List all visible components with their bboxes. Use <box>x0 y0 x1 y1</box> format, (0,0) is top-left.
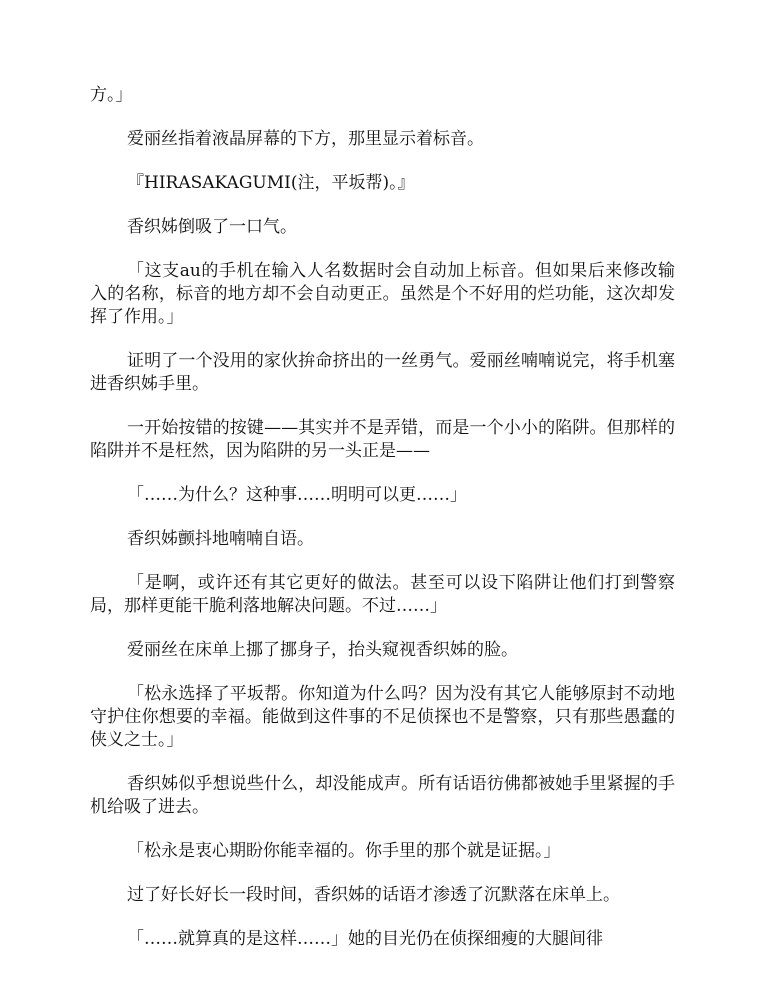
paragraph-10: 「是啊，或许还有其它更好的做法。甚至可以设下陷阱让他们打到警察局，那样更能干脆利落地解决问题。不过……」 <box>90 573 675 616</box>
paragraph-7: 一开始按错的按键——其实并不是弄错，而是一个小小的陷阱。但那样的陷阱并不是枉然，因为陷阱的另一头正是—— <box>90 418 675 461</box>
paragraph-16: 「……就算真的是这样……」她的目光仍在侦探细瘦的大腿间徘 <box>127 929 603 949</box>
paragraph-2: 爱丽丝指着液晶屏幕的下方，那里显示着标音。 <box>127 129 484 149</box>
paragraph-14: 「松永是衷心期盼你能幸福的。你手里的那个就是证据。」 <box>127 841 561 861</box>
paragraph-15: 过了好长好长一段时间，香织姊的话语才渗透了沉默落在床单上。 <box>127 885 620 905</box>
paragraph-9: 香织姊颤抖地喃喃自语。 <box>127 529 314 549</box>
book-page <box>90 84 675 951</box>
paragraph-1: 方。」 <box>90 85 133 105</box>
paragraph-11: 爱丽丝在床单上挪了挪身子，抬头窥视香织姊的脸。 <box>127 640 518 660</box>
paragraph-12: 「松永选择了平坂帮。你知道为什么吗？因为没有其它人能够原封不动地守护住你想要的幸福。能做到这件事的不足侦探也不是警察，只有那些愚蠢的侠义之士。」 <box>90 684 675 750</box>
paragraph-5: 「这支au的手机在输入人名数据时会自动加上标音。但如果后来修改输入的名称，标音的地方却不会自动更正。虽然是个不好用的烂功能，这次却发挥了作用。」 <box>90 261 675 327</box>
paragraph-3: 『HIRASAKAGUMI(注，平坂帮)。』 <box>127 173 415 193</box>
paragraph-4: 香织姊倒吸了一口气。 <box>127 217 297 237</box>
paragraph-6: 证明了一个没用的家伙拚命挤出的一丝勇气。爱丽丝喃喃说完，将手机塞进香织姊手里。 <box>90 351 675 394</box>
paragraph-8: 「……为什么？这种事……明明可以更……」 <box>127 485 467 505</box>
paragraph-13: 香织姊似乎想说些什么，却没能成声。所有话语彷佛都被她手里紧握的手机给吸了进去。 <box>90 774 675 817</box>
